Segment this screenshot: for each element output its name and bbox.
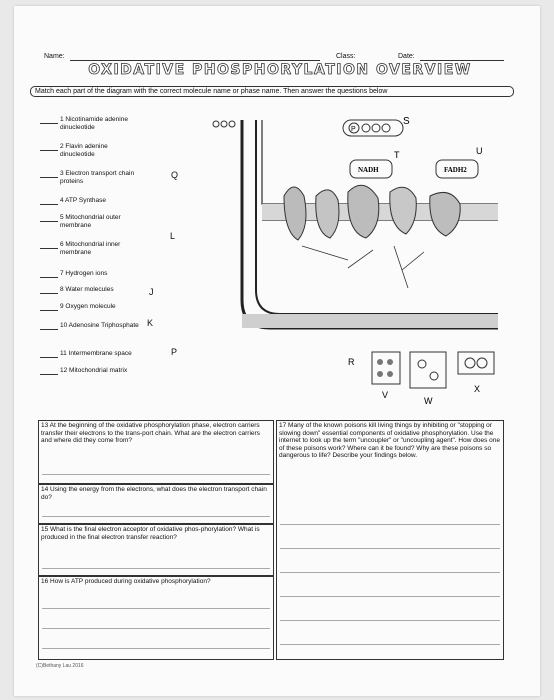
term-item xyxy=(40,241,140,256)
letter-l: L xyxy=(170,231,176,241)
answer-blank[interactable] xyxy=(40,116,58,124)
term-item xyxy=(40,303,140,311)
term-label: 5 Mitochondrial outer membrane xyxy=(60,214,121,229)
letter-w: W xyxy=(424,396,433,405)
answer-blank[interactable] xyxy=(40,214,58,222)
water-box xyxy=(372,352,400,384)
term-item xyxy=(40,116,140,131)
term-label: 2 Flavin adenine dinucleotide xyxy=(60,143,108,158)
etc-protein-2 xyxy=(316,190,339,238)
atp-p-label: P xyxy=(351,126,356,133)
letter-v: V xyxy=(382,390,389,400)
term-item xyxy=(40,270,140,278)
term-item xyxy=(40,143,140,158)
letter-p: P xyxy=(171,347,178,357)
letter-k: K xyxy=(147,318,154,328)
term-label: 3 Electron transport chain proteins xyxy=(60,170,135,185)
term-label: 8 Water molecules xyxy=(60,286,114,293)
letter-q: Q xyxy=(171,170,179,180)
term-label: 9 Oxygen molecule xyxy=(60,303,116,310)
name-label: Name: xyxy=(44,53,65,60)
question-14: 14 Using the energy from the electrons, what does the electron transport chain do? xyxy=(38,484,274,524)
letter-x: X xyxy=(474,384,481,394)
worksheet-title: OXIDATIVE PHOSPHORYLATION OVERVIEW xyxy=(88,62,472,78)
answer-blank[interactable] xyxy=(40,143,58,151)
etc-protein-1 xyxy=(284,187,306,240)
electron-flow-arrows xyxy=(302,246,424,288)
question-16: 16 How is ATP produced during oxidative phosphorylation? xyxy=(38,576,274,660)
oxygen-box xyxy=(410,352,446,388)
term-item xyxy=(40,214,140,229)
fadh-label: FADH2 xyxy=(444,166,467,174)
answer-blank[interactable] xyxy=(40,197,58,205)
answer-blank[interactable] xyxy=(40,286,58,294)
name-line xyxy=(70,60,320,61)
letter-u: U xyxy=(476,146,483,156)
term-label: 1 Nicotinamide adenine dinucleotide xyxy=(60,116,128,131)
answer-blank[interactable] xyxy=(40,367,58,375)
term-item xyxy=(40,197,140,205)
term-item xyxy=(40,367,140,375)
atp-synthase xyxy=(430,192,460,236)
question-15: 15 What is the final electron acceptor of oxidative phos-phorylation? What is produced in the final electron transfer reaction? xyxy=(38,524,274,576)
term-label: 12 Mitochondrial matrix xyxy=(60,367,128,374)
letter-t: T xyxy=(394,150,400,160)
term-label: 11 Intermembrane space xyxy=(60,350,132,357)
term-item xyxy=(40,322,140,330)
term-item xyxy=(40,350,140,358)
letter-s: S xyxy=(403,116,410,127)
outer-membrane-band xyxy=(242,314,498,328)
term-label: 6 Mitochondrial inner membrane xyxy=(60,241,121,256)
instructions: Match each part of the diagram with the correct molecule name or phase name. Then answer the questions below xyxy=(30,86,514,97)
nadh-label: NADH xyxy=(358,166,379,174)
answer-blank[interactable] xyxy=(40,170,58,178)
copyright: (C)Bethany Lau 2016 xyxy=(36,663,84,669)
term-item xyxy=(40,170,140,185)
etc-protein-3 xyxy=(348,185,379,238)
letter-r: R xyxy=(348,357,355,367)
date-label: Date: xyxy=(398,53,415,60)
oxphos-diagram xyxy=(198,100,504,405)
answer-blank[interactable] xyxy=(40,241,58,249)
ion-cluster xyxy=(213,121,219,127)
date-line xyxy=(420,60,504,61)
term-label: 7 Hydrogen ions xyxy=(60,270,108,277)
answer-line[interactable] xyxy=(42,474,270,475)
letter-j: J xyxy=(149,287,154,297)
answer-blank[interactable] xyxy=(40,303,58,311)
term-label: 10 Adenosine Triphosphate xyxy=(60,322,139,329)
term-item xyxy=(40,286,140,294)
etc-protein-4 xyxy=(390,187,416,234)
question-17: 17 Many of the known poisons kill living things by inhibiting or "stopping or slowing down" essential components of oxidative phosphorylation. Use the internet to look up the term "uncoupler" or "uncoupling agent". How does one of these poisons work? Where can it be found? Why are these poisons so dangerous to life? Describe your findings below. xyxy=(276,420,504,660)
answer-blank[interactable] xyxy=(40,350,58,358)
answer-blank[interactable] xyxy=(40,322,58,330)
class-label: Class: xyxy=(336,53,356,60)
term-label: 4 ATP Synthase xyxy=(60,197,107,204)
hydrogen-box xyxy=(458,352,494,374)
question-13: 13 At the beginning of the oxidative phosphorylation phase, electron carriers transfer their electrons to the trans-port chain. What are the electron carriers and where did they come from? xyxy=(38,420,274,484)
answer-blank[interactable] xyxy=(40,270,58,278)
